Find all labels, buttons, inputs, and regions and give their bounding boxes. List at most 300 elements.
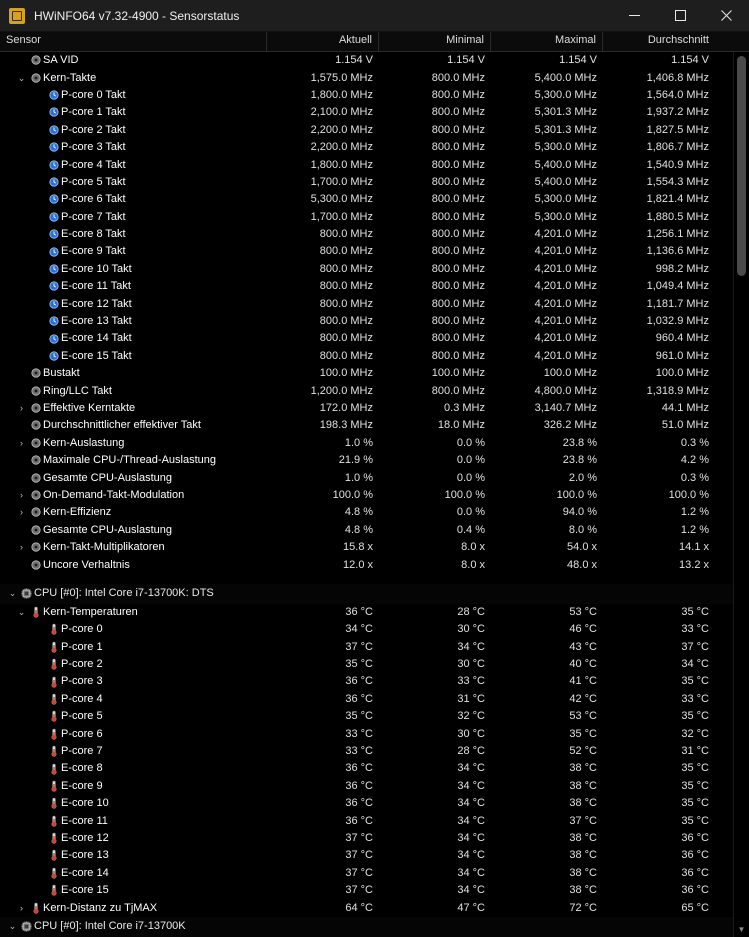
table-row[interactable] — [0, 435, 733, 452]
sensor-maximum-cell: 35 °C — [569, 727, 597, 740]
sensor-name-cell — [0, 539, 267, 556]
sensor-current-cell: 36 °C — [345, 814, 373, 827]
sensor-label: Kern-Effizienz — [43, 506, 112, 519]
sensor-name-cell — [0, 557, 267, 574]
sensor-maximum-cell: 4,201.0 MHz — [534, 349, 597, 362]
chevron-right-icon[interactable]: › — [20, 437, 23, 448]
sensor-maximum-cell: 53 °C — [569, 605, 597, 618]
sensor-name-cell — [0, 330, 267, 347]
chevron-down-icon[interactable]: ⌄ — [17, 606, 26, 617]
sensor-average-cell: 44.1 MHz — [661, 402, 709, 414]
sensor-minimum-cell: 0.3 MHz — [444, 402, 485, 414]
sensor-current-cell: 800.0 MHz — [319, 245, 373, 258]
sensor-current-cell: 35 °C — [345, 658, 373, 671]
close-button[interactable] — [703, 0, 749, 31]
table-row[interactable] — [0, 139, 733, 156]
sensor-average-cell: 35 °C — [681, 797, 709, 810]
table-row[interactable] — [0, 556, 733, 573]
sensor-minimum-cell: 1.154 V — [447, 54, 485, 67]
sensor-name-cell — [0, 104, 267, 121]
sensor-current-cell: 36 °C — [345, 762, 373, 775]
sensor-maximum-cell: 38 °C — [569, 797, 597, 810]
vertical-scrollbar[interactable] — [733, 52, 749, 937]
chevron-right-icon[interactable]: › — [20, 902, 23, 913]
chevron-right-icon[interactable]: › — [20, 542, 23, 553]
sensor-name-cell — [0, 435, 267, 452]
table-row[interactable] — [0, 400, 733, 417]
table-row[interactable] — [0, 504, 733, 521]
chevron-right-icon[interactable]: › — [20, 403, 23, 413]
sensor-average-cell: 35 °C — [681, 762, 709, 775]
sensor-label: P-core 3 Takt — [61, 141, 126, 154]
minimize-button[interactable] — [611, 0, 657, 31]
sensor-average-cell: 960.4 MHz — [655, 332, 709, 345]
sensor-minimum-cell: 800.0 MHz — [431, 280, 485, 293]
sensor-average-cell: 36 °C — [681, 884, 709, 897]
sensor-minimum-cell: 800.0 MHz — [431, 384, 485, 397]
sensor-name-cell — [0, 70, 267, 87]
sensor-label: CPU [#0]: Intel Core i7-13700K — [34, 920, 186, 933]
sensor-name-cell — [0, 487, 267, 504]
temp-icon — [28, 900, 43, 917]
table-row[interactable] — [0, 539, 733, 556]
sensor-name-cell — [0, 813, 267, 830]
table-row[interactable] — [0, 743, 733, 760]
sensor-current-cell: 2,200.0 MHz — [310, 123, 373, 136]
sensor-maximum-cell: 5,300.0 MHz — [534, 141, 597, 154]
sensor-name-cell — [0, 795, 267, 812]
sensor-name-cell — [0, 743, 267, 760]
sensor-average-cell: 1,540.9 MHz — [646, 158, 709, 171]
sensor-average-cell: 1,564.0 MHz — [646, 88, 709, 101]
table-row[interactable] — [0, 122, 733, 139]
table-row[interactable] — [0, 899, 733, 916]
sensor-minimum-cell: 800.0 MHz — [431, 123, 485, 136]
sensor-maximum-cell: 1.154 V — [559, 54, 597, 67]
sensor-label: E-core 12 — [61, 831, 109, 844]
clock-icon — [46, 87, 61, 104]
scroll-down-icon[interactable]: ▼ — [737, 924, 746, 934]
sensor-label: E-core 11 — [61, 814, 108, 827]
sensor-label: SA VID — [43, 54, 79, 67]
sensor-name-cell — [0, 585, 267, 602]
sensor-maximum-cell: 5,400.0 MHz — [534, 158, 597, 171]
sensor-current-cell: 34 °C — [345, 623, 373, 636]
maximize-button[interactable] — [657, 0, 703, 31]
sensor-label: P-core 5 — [61, 710, 103, 723]
sensor-label: Gesamte CPU-Auslastung — [43, 471, 172, 484]
sensor-label: P-core 0 Takt — [61, 88, 126, 101]
sensor-average-cell: 1,821.4 MHz — [646, 193, 709, 206]
table-row[interactable] — [0, 330, 733, 347]
table-row[interactable] — [0, 104, 733, 121]
sensor-label: Uncore Verhaltnis — [43, 558, 130, 571]
table-row[interactable] — [0, 278, 733, 295]
table-row[interactable] — [0, 673, 733, 690]
table-row[interactable] — [0, 313, 733, 330]
sensor-minimum-cell: 34 °C — [457, 640, 485, 653]
sensor-average-cell: 13.2 x — [679, 558, 709, 571]
sensor-maximum-cell: 100.0 MHz — [543, 367, 597, 380]
sensor-name-cell — [0, 452, 267, 469]
table-row[interactable] — [0, 760, 733, 777]
sensor-name-cell — [0, 122, 267, 139]
sensor-label: Durchschnittlicher effektiver Takt — [43, 419, 201, 432]
sensor-name-cell — [0, 313, 267, 330]
sensor-average-cell: 33 °C — [681, 623, 709, 636]
sensor-minimum-cell: 800.0 MHz — [431, 228, 485, 241]
clock-icon — [46, 157, 61, 174]
sensor-name-cell — [0, 139, 267, 156]
sensor-label: E-core 10 — [61, 797, 109, 810]
sensor-average-cell: 0.3 % — [680, 436, 709, 449]
clock-icon — [46, 278, 61, 295]
sensor-icon — [28, 557, 43, 574]
sensor-table-area — [0, 52, 749, 937]
sensor-label: E-core 14 Takt — [61, 332, 132, 345]
column-header-minimum[interactable]: Minimal — [379, 32, 491, 51]
sensor-maximum-cell: 48.0 x — [567, 558, 597, 571]
table-row[interactable] — [0, 348, 733, 365]
sensor-maximum-cell: 4,800.0 MHz — [534, 384, 597, 397]
sensor-name-cell — [0, 504, 267, 521]
sensor-label: P-core 7 — [61, 745, 103, 758]
sensor-average-cell: 1,827.5 MHz — [646, 123, 709, 136]
sensor-minimum-cell: 18.0 MHz — [437, 419, 485, 432]
sensor-minimum-cell: 800.0 MHz — [431, 88, 485, 101]
sensor-name-cell — [0, 918, 267, 935]
sensor-average-cell: 35 °C — [681, 710, 709, 723]
sensor-average-cell: 961.0 MHz — [655, 349, 709, 362]
table-row[interactable] — [0, 261, 733, 278]
table-row[interactable] — [0, 847, 733, 864]
sensor-maximum-cell: 41 °C — [569, 675, 597, 688]
sensor-average-cell: 1,406.8 MHz — [646, 71, 709, 84]
table-row[interactable] — [0, 156, 733, 173]
sensor-current-cell: 1,700.0 MHz — [310, 175, 373, 188]
sensor-group-row[interactable] — [0, 917, 733, 937]
sensor-minimum-cell: 34 °C — [457, 849, 485, 862]
chevron-down-icon[interactable]: ⌄ — [8, 588, 17, 599]
sensor-maximum-cell: 2.0 % — [568, 471, 597, 484]
sensor-name-cell — [0, 87, 267, 104]
sensor-maximum-cell: 5,301.3 MHz — [534, 123, 597, 136]
table-row[interactable] — [0, 865, 733, 882]
sensor-label: E-core 15 Takt — [61, 349, 132, 362]
clock-icon — [46, 122, 61, 139]
clock-icon — [46, 226, 61, 243]
table-row[interactable] — [0, 469, 733, 486]
table-row[interactable] — [0, 639, 733, 656]
sensor-maximum-cell: 5,400.0 MHz — [534, 175, 597, 188]
sensor-current-cell: 1,575.0 MHz — [310, 71, 373, 84]
chevron-right-icon[interactable]: › — [20, 507, 23, 518]
sensor-minimum-cell: 800.0 MHz — [431, 193, 485, 206]
sensor-average-cell: 36 °C — [681, 849, 709, 862]
sensor-current-cell: 37 °C — [345, 866, 373, 879]
sensor-minimum-cell: 0.4 % — [456, 523, 485, 536]
scrollbar-thumb[interactable] — [737, 56, 746, 276]
table-row[interactable] — [0, 452, 733, 469]
sensor-name-cell — [0, 191, 267, 208]
sensor-average-cell: 1.2 % — [680, 506, 709, 519]
sensor-maximum-cell: 326.2 MHz — [543, 419, 597, 432]
sensor-label: Kern-Takt-Multiplikatoren — [43, 541, 165, 554]
sensor-label: Kern-Distanz zu TjMAX — [43, 901, 158, 914]
sensor-average-cell: 1,136.6 MHz — [646, 245, 709, 258]
sensor-current-cell: 1,200.0 MHz — [310, 384, 373, 397]
sensor-maximum-cell: 4,201.0 MHz — [534, 280, 597, 293]
sensor-icon — [28, 365, 43, 382]
sensor-average-cell: 35 °C — [681, 675, 709, 688]
table-row[interactable] — [0, 174, 733, 191]
sensor-icon — [28, 70, 43, 87]
sensor-average-cell: 51.0 MHz — [661, 419, 709, 432]
sensor-current-cell: 37 °C — [345, 849, 373, 862]
table-row[interactable] — [0, 243, 733, 260]
sensor-maximum-cell: 38 °C — [569, 779, 597, 792]
sensor-maximum-cell: 4,201.0 MHz — [534, 332, 597, 345]
sensor-label: Effektive Kerntakte — [43, 402, 136, 414]
table-row[interactable] — [0, 656, 733, 673]
sensor-minimum-cell: 800.0 MHz — [431, 175, 485, 188]
sensor-name-cell — [0, 708, 267, 725]
table-row[interactable] — [0, 69, 733, 86]
sensor-minimum-cell: 800.0 MHz — [431, 349, 485, 362]
sensor-label: P-core 4 Takt — [61, 158, 126, 171]
sensor-icon — [28, 539, 43, 556]
table-row[interactable] — [0, 778, 733, 795]
sensor-minimum-cell: 30 °C — [457, 658, 485, 671]
table-row[interactable] — [0, 708, 733, 725]
table-row[interactable] — [0, 295, 733, 312]
sensor-current-cell: 1,700.0 MHz — [310, 210, 373, 223]
sensor-average-cell: 33 °C — [681, 692, 709, 705]
sensor-current-cell: 15.8 x — [343, 541, 373, 554]
sensor-average-cell: 4.2 % — [680, 454, 709, 467]
sensor-maximum-cell: 4,201.0 MHz — [534, 245, 597, 258]
table-row[interactable] — [0, 882, 733, 899]
temp-icon — [46, 621, 61, 638]
temp-icon — [46, 639, 61, 656]
sensor-minimum-cell: 0.0 % — [456, 506, 485, 519]
temp-icon — [46, 673, 61, 690]
table-row[interactable] — [0, 812, 733, 829]
sensor-minimum-cell: 800.0 MHz — [431, 315, 485, 328]
sensor-maximum-cell: 5,400.0 MHz — [534, 71, 597, 84]
sensor-label: P-core 4 — [61, 692, 103, 705]
sensor-label: Kern-Takte — [43, 71, 97, 84]
sensor-name-cell — [0, 726, 267, 743]
sensor-minimum-cell: 31 °C — [457, 692, 485, 705]
sensor-average-cell: 1,937.2 MHz — [646, 106, 709, 119]
sensor-minimum-cell: 800.0 MHz — [431, 262, 485, 275]
sensor-name-cell — [0, 691, 267, 708]
sensor-name-cell — [0, 226, 267, 243]
table-row[interactable] — [0, 795, 733, 812]
sensor-current-cell: 198.3 MHz — [319, 419, 373, 432]
sensor-current-cell: 2,200.0 MHz — [310, 141, 373, 154]
table-row[interactable] — [0, 725, 733, 742]
sensor-minimum-cell: 32 °C — [457, 710, 485, 723]
sensor-minimum-cell: 34 °C — [457, 762, 485, 775]
table-row[interactable] — [0, 52, 733, 69]
sensor-maximum-cell: 38 °C — [569, 866, 597, 879]
cpu-icon — [19, 918, 34, 935]
sensor-name-cell — [0, 847, 267, 864]
sensor-label: E-core 13 — [61, 849, 109, 862]
table-row[interactable] — [0, 365, 733, 382]
clock-icon — [46, 261, 61, 278]
sensor-average-cell: 37 °C — [681, 640, 709, 653]
sensor-maximum-cell: 40 °C — [569, 658, 597, 671]
sensor-icon — [28, 470, 43, 487]
column-header-average[interactable]: Durchschnitt — [647, 34, 709, 46]
chevron-right-icon[interactable]: › — [20, 489, 23, 500]
sensor-current-cell: 36 °C — [345, 692, 373, 705]
sensor-label: P-core 5 Takt — [61, 175, 126, 188]
sensor-current-cell: 800.0 MHz — [319, 315, 373, 328]
sensor-average-cell: 1,049.4 MHz — [646, 280, 709, 293]
hwinfo-icon — [9, 8, 25, 24]
column-header-sensor[interactable]: Sensor — [0, 32, 267, 51]
table-row[interactable] — [0, 191, 733, 208]
table-row[interactable] — [0, 621, 733, 638]
sensor-current-cell: 36 °C — [345, 797, 373, 810]
sensor-label: Kern-Temperaturen — [43, 605, 138, 618]
sensor-minimum-cell: 100.0 MHz — [431, 367, 485, 380]
sensor-icon — [28, 452, 43, 469]
sensor-current-cell: 100.0 MHz — [319, 367, 373, 380]
temp-icon — [46, 778, 61, 795]
sensor-label: E-core 10 Takt — [61, 262, 132, 275]
sensor-maximum-cell: 8.0 % — [568, 523, 597, 536]
sensor-current-cell: 1,800.0 MHz — [310, 88, 373, 101]
sensor-name-cell — [0, 621, 267, 638]
sensor-label: P-core 0 — [61, 623, 103, 636]
sensor-label: E-core 8 — [61, 762, 103, 775]
table-row[interactable] — [0, 691, 733, 708]
sensor-name-cell — [0, 243, 267, 260]
sensor-icon — [28, 417, 43, 434]
column-header-current[interactable]: Aktuell — [267, 32, 379, 51]
clock-icon — [46, 174, 61, 191]
sensor-table[interactable] — [0, 52, 733, 937]
sensor-minimum-cell: 28 °C — [457, 745, 485, 758]
temp-icon — [46, 847, 61, 864]
sensor-label: P-core 1 — [61, 640, 103, 653]
sensor-label: CPU [#0]: Intel Core i7-13700K: DTS — [34, 587, 214, 600]
sensor-maximum-cell: 38 °C — [569, 849, 597, 862]
sensor-maximum-cell: 5,301.3 MHz — [534, 106, 597, 119]
clock-icon — [46, 296, 61, 313]
sensor-minimum-cell: 100.0 % — [444, 488, 485, 501]
sensor-maximum-cell: 53 °C — [569, 710, 597, 723]
sensor-current-cell: 64 °C — [345, 901, 373, 914]
sensor-current-cell: 172.0 MHz — [319, 402, 373, 414]
sensor-minimum-cell: 8.0 x — [461, 541, 485, 554]
sensor-current-cell: 33 °C — [345, 745, 373, 758]
sensor-minimum-cell: 0.0 % — [456, 454, 485, 467]
chevron-down-icon[interactable]: ⌄ — [17, 72, 26, 83]
sensor-minimum-cell: 30 °C — [457, 727, 485, 740]
sensor-label: Kern-Auslastung — [43, 436, 125, 449]
table-row[interactable] — [0, 87, 733, 104]
sensor-minimum-cell: 34 °C — [457, 814, 485, 827]
sensor-name-cell — [0, 882, 267, 899]
table-row[interactable] — [0, 417, 733, 434]
sensor-label: E-core 15 — [61, 884, 109, 897]
sensor-name-cell — [0, 174, 267, 191]
temp-icon — [46, 708, 61, 725]
sensor-average-cell: 14.1 x — [679, 541, 709, 554]
sensor-group-row[interactable] — [0, 584, 733, 604]
sensor-average-cell: 34 °C — [681, 658, 709, 671]
sensor-label: P-core 3 — [61, 675, 103, 688]
sensor-name-cell — [0, 400, 267, 417]
sensor-current-cell: 35 °C — [345, 710, 373, 723]
temp-icon — [46, 743, 61, 760]
column-header-maximum[interactable]: Maximal — [491, 32, 603, 51]
temp-icon — [46, 760, 61, 777]
sensor-average-cell: 998.2 MHz — [655, 262, 709, 275]
clock-icon — [46, 139, 61, 156]
temp-icon — [46, 795, 61, 812]
temp-icon — [46, 656, 61, 673]
chevron-down-icon[interactable]: ⌄ — [8, 921, 17, 932]
sensor-maximum-cell: 38 °C — [569, 831, 597, 844]
sensor-label: Ring/LLC Takt — [43, 384, 112, 397]
temp-icon — [46, 865, 61, 882]
sensor-minimum-cell: 28 °C — [457, 605, 485, 618]
table-row[interactable] — [0, 830, 733, 847]
temp-icon — [46, 882, 61, 899]
sensor-label: E-core 11 Takt — [61, 280, 131, 293]
table-row[interactable] — [0, 209, 733, 226]
sensor-current-cell: 800.0 MHz — [319, 228, 373, 241]
sensor-minimum-cell: 33 °C — [457, 675, 485, 688]
sensor-maximum-cell: 4,201.0 MHz — [534, 262, 597, 275]
clock-icon — [46, 104, 61, 121]
sensor-name-cell — [0, 604, 267, 621]
sensor-maximum-cell: 23.8 % — [562, 454, 597, 467]
sensor-name-cell — [0, 157, 267, 174]
sensor-maximum-cell: 72 °C — [569, 901, 597, 914]
sensor-minimum-cell: 800.0 MHz — [431, 158, 485, 171]
table-row[interactable] — [0, 382, 733, 399]
sensor-label: E-core 9 Takt — [61, 245, 126, 258]
sensor-minimum-cell: 800.0 MHz — [431, 332, 485, 345]
table-row[interactable] — [0, 604, 733, 621]
table-row[interactable] — [0, 487, 733, 504]
sensor-label: P-core 2 Takt — [61, 123, 126, 136]
sensor-icon — [28, 400, 43, 417]
table-row[interactable] — [0, 226, 733, 243]
sensor-current-cell: 4.8 % — [344, 506, 373, 519]
temp-icon — [46, 726, 61, 743]
table-row[interactable] — [0, 522, 733, 539]
sensor-average-cell: 0.3 % — [680, 471, 709, 484]
sensor-maximum-cell: 42 °C — [569, 692, 597, 705]
cpu-icon — [19, 585, 34, 602]
sensor-average-cell: 100.0 % — [668, 488, 709, 501]
sensor-average-cell: 1,032.9 MHz — [646, 315, 709, 328]
clock-icon — [46, 209, 61, 226]
sensor-average-cell: 32 °C — [681, 727, 709, 740]
sensor-current-cell: 33 °C — [345, 727, 373, 740]
sensor-name-cell — [0, 365, 267, 382]
sensor-icon — [28, 52, 43, 69]
